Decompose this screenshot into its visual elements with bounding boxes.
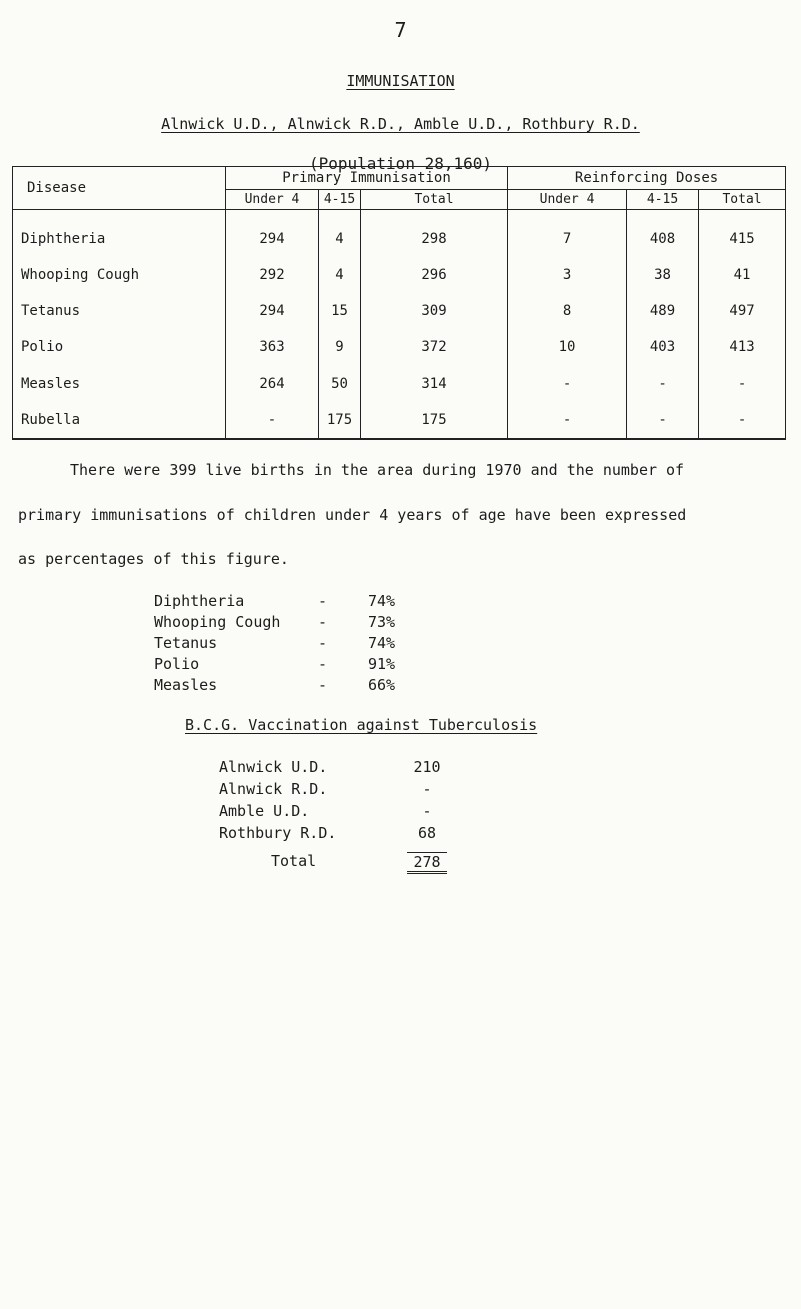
- bcg-heading-text: B.C.G. Vaccination against Tuberculosis: [185, 716, 538, 734]
- disease-cell: Measles: [13, 366, 226, 402]
- percent-label: Polio: [154, 655, 200, 673]
- table-cell: 296: [361, 257, 508, 293]
- bcg-label: Rothbury R.D.: [219, 824, 337, 842]
- table-cell: 38: [627, 257, 699, 293]
- table-cell: 413: [699, 329, 786, 365]
- table-row: [13, 402, 786, 439]
- table-cell: 372: [361, 329, 508, 365]
- bcg-value: 210: [413, 758, 441, 776]
- disease-cell: Whooping Cough: [13, 257, 226, 293]
- paragraph-line: primary immunisations of children under 4 years of age have been expressed: [18, 506, 687, 524]
- primary-header: Primary Immunisation: [226, 167, 508, 190]
- bcg-heading: [185, 716, 537, 734]
- page-number: 7: [394, 18, 407, 42]
- bcg-label: Alnwick R.D.: [219, 780, 328, 798]
- heading-text: IMMUNISATION: [346, 72, 455, 90]
- disease-cell: Tetanus: [13, 293, 226, 329]
- districts-line: [0, 115, 801, 133]
- percent-value: 66%: [368, 676, 396, 694]
- population-line: (Population 28,160): [308, 154, 493, 173]
- immunisation-table: [12, 166, 786, 440]
- table-cell: 309: [361, 293, 508, 329]
- percent-value: 91%: [368, 655, 396, 673]
- percent-dash: -: [318, 613, 328, 631]
- table-row: [13, 210, 786, 258]
- table-cell: 7: [508, 210, 627, 258]
- table-cell: -: [627, 402, 699, 439]
- subheader-cell: Under 4: [508, 190, 627, 210]
- table-row: [13, 329, 786, 365]
- bcg-value: -: [422, 780, 432, 798]
- table-cell: 294: [226, 210, 319, 258]
- table-cell: 8: [508, 293, 627, 329]
- disease-cell: Rubella: [13, 402, 226, 439]
- percent-dash: -: [318, 592, 328, 610]
- percent-dash: -: [318, 655, 328, 673]
- table-cell: 415: [699, 210, 786, 258]
- disease-header: Disease: [13, 167, 226, 210]
- table-cell: 403: [627, 329, 699, 365]
- subheader-cell: 4-15: [319, 190, 361, 210]
- table-cell: 41: [699, 257, 786, 293]
- table-cell: 10: [508, 329, 627, 365]
- bcg-total-value: 278: [407, 852, 447, 874]
- table-cell: 292: [226, 257, 319, 293]
- table-cell: 264: [226, 366, 319, 402]
- subheader-cell: 4-15: [627, 190, 699, 210]
- reinforcing-header: Reinforcing Doses: [508, 167, 786, 190]
- table-cell: 4: [319, 210, 361, 258]
- table-header-row: [13, 167, 786, 190]
- table-cell: 408: [627, 210, 699, 258]
- subheader-cell: Total: [699, 190, 786, 210]
- table-cell: 497: [699, 293, 786, 329]
- table-cell: -: [699, 402, 786, 439]
- percent-dash: -: [318, 634, 328, 652]
- bcg-label: Amble U.D.: [219, 802, 310, 820]
- percent-value: 74%: [368, 634, 396, 652]
- page-title: [0, 72, 801, 90]
- percent-label: Measles: [154, 676, 218, 694]
- table-row: [13, 293, 786, 329]
- table-cell: -: [699, 366, 786, 402]
- subheader-cell: Under 4: [226, 190, 319, 210]
- table-cell: 3: [508, 257, 627, 293]
- bcg-value: -: [422, 802, 432, 820]
- percent-label: Diphtheria: [154, 592, 245, 610]
- table-cell: -: [627, 366, 699, 402]
- table-cell: 489: [627, 293, 699, 329]
- table-cell: 15: [319, 293, 361, 329]
- percent-label: Tetanus: [154, 634, 218, 652]
- table-cell: 9: [319, 329, 361, 365]
- table-cell: 314: [361, 366, 508, 402]
- subheader-cell: Total: [361, 190, 508, 210]
- districts-text: Alnwick U.D., Alnwick R.D., Amble U.D., Rothbury R.D.: [161, 115, 640, 133]
- bcg-value: 68: [417, 824, 437, 842]
- paragraph-line: There were 399 live births in the area during 1970 and the number of: [70, 461, 685, 479]
- table-cell: -: [508, 402, 627, 439]
- table-row: [13, 366, 786, 402]
- paragraph-line: as percentages of this figure.: [18, 550, 289, 568]
- percent-value: 74%: [368, 592, 396, 610]
- bcg-total-label: Total: [271, 852, 317, 870]
- table-row: [13, 257, 786, 293]
- table-cell: 298: [361, 210, 508, 258]
- table-cell: 175: [319, 402, 361, 439]
- table-cell: 363: [226, 329, 319, 365]
- percent-value: 73%: [368, 613, 396, 631]
- table-cell: 50: [319, 366, 361, 402]
- table-cell: -: [508, 366, 627, 402]
- table-cell: 294: [226, 293, 319, 329]
- percent-dash: -: [318, 676, 328, 694]
- percent-label: Whooping Cough: [154, 613, 281, 631]
- table-cell: 4: [319, 257, 361, 293]
- table-cell: 175: [361, 402, 508, 439]
- bcg-label: Alnwick U.D.: [219, 758, 328, 776]
- disease-cell: Diphtheria: [13, 210, 226, 258]
- table-cell: -: [226, 402, 319, 439]
- disease-cell: Polio: [13, 329, 226, 365]
